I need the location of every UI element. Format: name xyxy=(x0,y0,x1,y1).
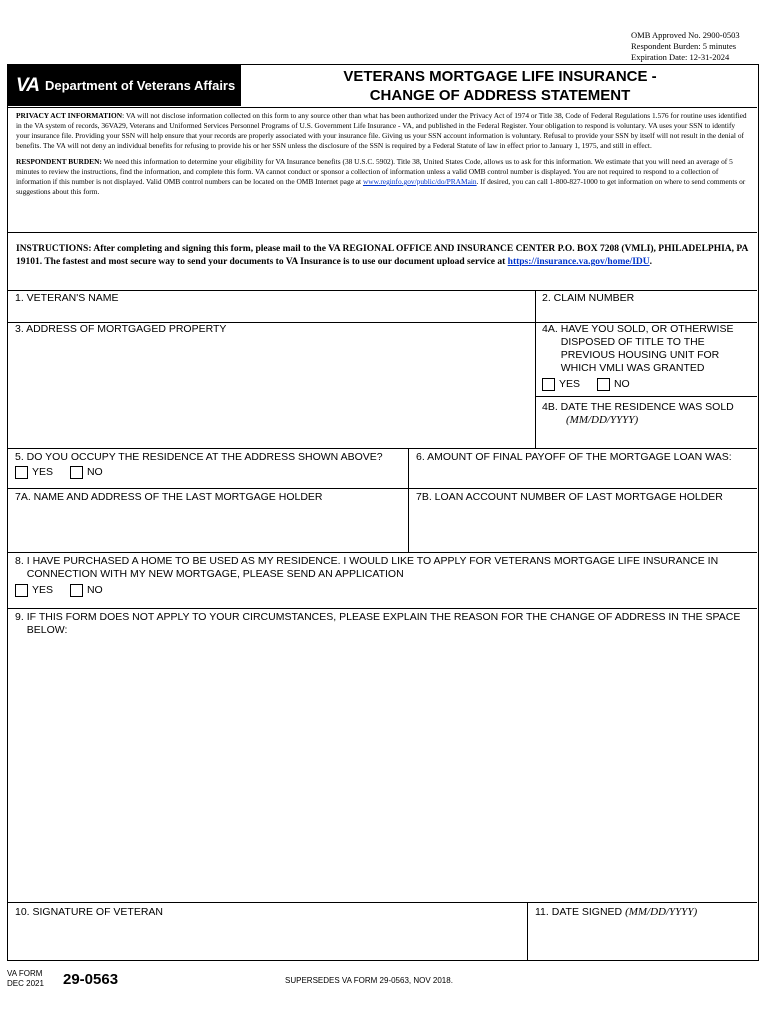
signature-label: 10. SIGNATURE OF VETERAN xyxy=(15,906,163,918)
omb-link[interactable]: www.reginfo.gov/public/do/PRAMain xyxy=(362,177,477,186)
loan-account-label: 7B. LOAN ACCOUNT NUMBER OF LAST MORTGAGE HOLDER xyxy=(416,491,723,503)
form-header xyxy=(8,65,757,108)
respondent-burden-time: Respondent Burden: 5 minutes xyxy=(631,41,737,51)
mortgaged-property-address-field[interactable] xyxy=(8,322,535,448)
omb-info xyxy=(631,30,740,63)
final-payoff-label: 6. AMOUNT OF FINAL PAYOFF OF THE MORTGAGE LOAN WAS: xyxy=(416,451,732,463)
date-sold-format: (MM/DD/YYYY) xyxy=(566,414,639,426)
veteran-name-label: 1. VETERAN'S NAME xyxy=(15,292,119,304)
q5-text: 5. DO YOU OCCUPY THE RESIDENCE AT THE ADDRESS SHOWN ABOVE? xyxy=(15,451,383,463)
q4a-yes-option[interactable] xyxy=(542,378,580,391)
signature-field[interactable] xyxy=(8,902,527,960)
title-line-2: CHANGE OF ADDRESS STATEMENT xyxy=(369,87,631,104)
date-sold-field[interactable] xyxy=(536,397,757,448)
upload-link[interactable]: https://insurance.va.gov/home/IDU xyxy=(507,257,650,267)
final-payoff-field[interactable] xyxy=(409,448,757,488)
mortgage-holder-label: 7A. NAME AND ADDRESS OF THE LAST MORTGAGE HOLDER xyxy=(15,491,323,503)
q8-yes-checkbox[interactable] xyxy=(15,584,28,597)
q8-yes-label: YES xyxy=(32,584,54,596)
instructions xyxy=(8,233,757,291)
date-signed-field[interactable] xyxy=(528,902,757,960)
burden-label: RESPONDENT BURDEN: xyxy=(16,157,102,166)
q5-no-option[interactable] xyxy=(70,466,103,479)
claim-number-label: 2. CLAIM NUMBER xyxy=(542,292,635,304)
q8-text: I HAVE PURCHASED A HOME TO BE USED AS MY RESIDENCE. I WOULD LIKE TO APPLY FOR VETERANS MORTGAGE LIFE INSURANCE IN CONNECTION WITH MY NEW MORTGAGE, PLEASE SEND AN APPLICATION xyxy=(26,555,719,580)
explanation-field[interactable] xyxy=(8,608,757,902)
q4a-text: HAVE YOU SOLD, OR OTHERWISE DISPOSED OF TITLE TO THE PREVIOUS HOUSING UNIT FOR WHICH VMLI WAS GRANTED xyxy=(560,323,734,374)
q4a-number: 4A. xyxy=(542,323,558,335)
privacy-act xyxy=(16,111,749,151)
q4a-no-checkbox[interactable] xyxy=(597,378,610,391)
veteran-name-field[interactable] xyxy=(8,291,535,322)
claim-number-field[interactable] xyxy=(536,291,757,322)
q8-yes-option[interactable] xyxy=(15,584,53,597)
q9-text: IF THIS FORM DOES NOT APPLY TO YOUR CIRCUMSTANCES, PLEASE EXPLAIN THE REASON FOR THE CHANGE OF ADDRESS IN THE SPACE BELOW: xyxy=(26,611,741,636)
supersedes-note: SUPERSEDES VA FORM 29-0563, NOV 2018. xyxy=(285,976,453,985)
occupy-residence-question xyxy=(8,448,408,488)
va-logo xyxy=(8,65,241,106)
q8-no-option[interactable] xyxy=(70,584,103,597)
instructions-end: . xyxy=(649,257,653,267)
mortgaged-property-label: 3. ADDRESS OF MORTGAGED PROPERTY xyxy=(15,323,227,335)
q4a-yes-checkbox[interactable] xyxy=(542,378,555,391)
sold-title-question xyxy=(536,322,757,396)
q8-no-label: NO xyxy=(86,584,103,596)
q8-no-checkbox[interactable] xyxy=(70,584,83,597)
q5-no-checkbox[interactable] xyxy=(70,466,83,479)
q5-yes-checkbox[interactable] xyxy=(15,466,28,479)
q5-yes-option[interactable] xyxy=(15,466,53,479)
form-identifier xyxy=(7,969,44,989)
q5-no-label: NO xyxy=(86,466,103,478)
q9-number: 9. xyxy=(15,611,24,623)
q4a-no-label: NO xyxy=(613,378,630,390)
form-body xyxy=(7,64,759,961)
respondent-burden xyxy=(16,157,749,197)
mortgage-holder-field[interactable] xyxy=(8,488,408,552)
form-date: DEC 2021 xyxy=(7,979,44,988)
loan-account-number-field[interactable] xyxy=(409,488,757,552)
instructions-label: INSTRUCTIONS: xyxy=(16,244,92,254)
date-signed-label: 11. DATE SIGNED xyxy=(535,906,623,918)
burden-text-1: We need this information to determine your eligibility for VA Insurance benefits (38 U.S.C. 5902). Title 38, United States Code, allows us to ask for this information. We estimate that you will need an average of 5 minutes to review the instructions, find the information, and complete this form. VA cannot conduct or sponsor a collection of information unless a valid OMB control number is displayed. You are not required to respond to a collection of information if this number is not displayed. Valid OMB control numbers can be located on the OMB Internet page at xyxy=(16,157,733,186)
title-line-1: VETERANS MORTGAGE LIFE INSURANCE - xyxy=(343,68,657,85)
omb-approval: OMB Approved No. 2900-0503 xyxy=(631,30,740,40)
instructions-text: After completing and signing this form, please mail to the VA REGIONAL OFFICE AND INSURANCE CENTER P.O. BOX 7208 (VMLI), PHILADELPHIA, PA 19101. The fastest and most secure way to send your documents to VA Insurance is to use our document upload service at xyxy=(16,244,748,267)
date-signed-format: (MM/DD/YYYY) xyxy=(625,906,698,918)
va-seal-icon: VA xyxy=(16,74,39,96)
form-title xyxy=(244,67,756,105)
privacy-label: PRIVACY ACT INFORMATION xyxy=(16,111,123,120)
privacy-text: : VA will not disclose information collected on this form to any source other than what has been authorized under the Privacy Act of 1974 or Title 38, Code of Federal Regulations 1.576 for routine uses identified in the VA system of records, 36VA29, Veterans and Uniformed Services Personnel Programs of U.S. Government Life Insurance - VA, and published in the Federal Register. Your obligation to respond is voluntary. VA uses your SSN to identify your insurance file. Providing your SSN will help ensure that your records are properly associated with your insurance file. Giving us your SSN account information is voluntary. Refusal to provide your SSN by itself will not result in the denial of benefits. The VA will not deny an individual benefits for refusing to provide his or her SSN unless the disclosure of the SSN is required by a Federal Statute of law in effect prior to January 1, 1975, and still in effect. xyxy=(16,111,747,150)
form-number: 29-0563 xyxy=(63,971,119,988)
q4a-no-option[interactable] xyxy=(597,378,630,391)
date-sold-label: 4B. DATE THE RESIDENCE WAS SOLD xyxy=(542,401,734,413)
q4a-yes-label: YES xyxy=(559,378,581,390)
department-name: Department of Veterans Affairs xyxy=(44,78,236,93)
burden-text-2: . If desired, you can call 1-800-827-1000 to get information on where to send comments or suggestions about this form. xyxy=(16,177,746,196)
expiration-date: Expiration Date: 12-31-2024 xyxy=(631,52,730,62)
new-residence-question xyxy=(8,552,757,608)
va-form-label: VA FORM xyxy=(7,969,43,978)
q5-yes-label: YES xyxy=(32,466,54,478)
q8-number: 8. xyxy=(15,555,24,567)
notice-section xyxy=(8,107,757,233)
